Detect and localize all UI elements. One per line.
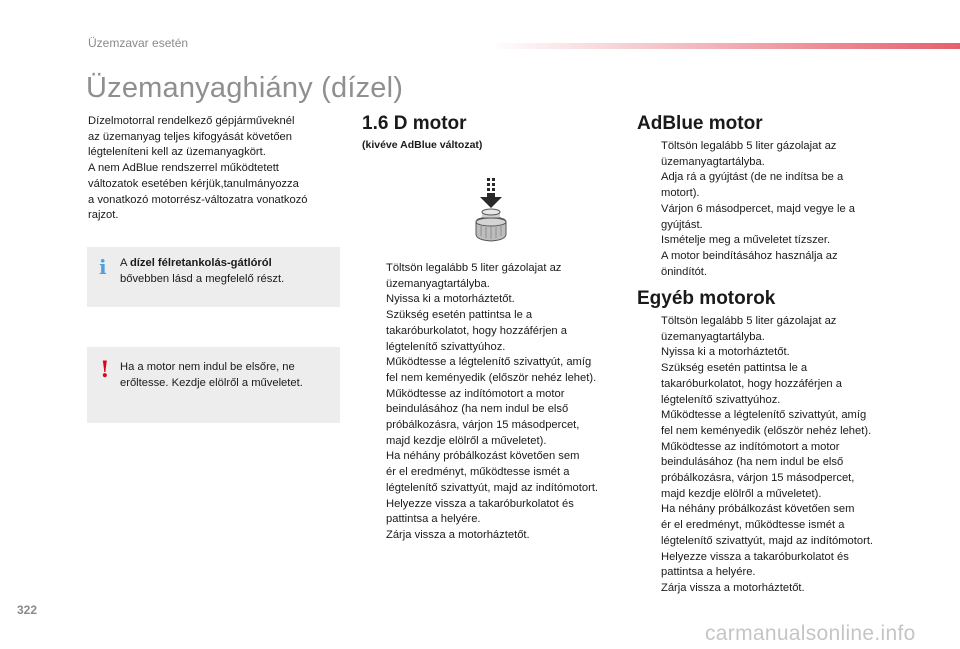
step-line: üzemanyagtartályba. bbox=[661, 155, 765, 168]
step-line: motort). bbox=[661, 187, 700, 200]
step-line: Működtesse a légtelenítő szivattyút, amíg bbox=[386, 356, 592, 369]
motor-16d-subtitle: (kivéve AdBlue változat) bbox=[362, 139, 483, 151]
step-line: fel nem keményedik (először nehéz lehet). bbox=[661, 424, 872, 437]
list-item bbox=[639, 139, 855, 170]
warning-exclamation-icon: ! bbox=[100, 357, 110, 383]
step-line: majd kezdje elölről a műveletet). bbox=[661, 487, 822, 500]
step-line: A motor beindításához használja az bbox=[661, 249, 838, 262]
list-item bbox=[364, 308, 598, 355]
step-line: pattintsa a helyére. bbox=[386, 513, 481, 526]
page-number: 322 bbox=[17, 603, 38, 617]
list-item bbox=[639, 233, 855, 249]
step-line: üzemanyagtartályba. bbox=[661, 330, 765, 343]
step-line: fel nem keményedik (először nehéz lehet). bbox=[386, 371, 597, 384]
intro-paragraph bbox=[88, 114, 338, 224]
warning-note-text bbox=[120, 360, 335, 391]
header-accent-bar bbox=[490, 43, 960, 49]
step-line: takaróburkolatot, hogy hozzáférjen a bbox=[386, 324, 567, 337]
step-line: üzemanyagtartályba. bbox=[386, 277, 490, 290]
step-line: Várjon 6 másodpercet, majd vegye le a bbox=[661, 202, 856, 215]
step-line: Működtesse az indítómotort a motor bbox=[386, 387, 565, 400]
step-line: takaróburkolatot, hogy hozzáférjen a bbox=[661, 377, 842, 390]
step-line: Zárja vissza a motorháztetőt. bbox=[386, 528, 530, 541]
step-line: Ha néhány próbálkozást követően sem bbox=[661, 503, 855, 516]
other-motors-steps bbox=[639, 314, 873, 597]
intro-line: az üzemanyag teljes kifogyását követően bbox=[88, 130, 292, 143]
step-line: majd kezdje elölről a műveletet). bbox=[386, 434, 547, 447]
step-line: Működtesse a légtelenítő szivattyút, amíg bbox=[661, 409, 867, 422]
step-line: Töltsön legalább 5 liter gázolajat az bbox=[386, 262, 562, 274]
list-item bbox=[639, 345, 873, 361]
intro-line: rajzot. bbox=[88, 209, 119, 222]
page-title: Üzemanyaghiány (dízel) bbox=[86, 72, 404, 104]
other-motors-title: Egyéb motorok bbox=[637, 288, 776, 309]
list-item bbox=[364, 449, 598, 496]
list-item bbox=[639, 502, 873, 549]
step-line: Helyezze vissza a takaróburkolatot és bbox=[386, 497, 574, 510]
list-item bbox=[639, 202, 855, 233]
intro-line: A nem AdBlue rendszerrel működtetett bbox=[88, 162, 279, 175]
step-line: Ismételje meg a műveletet tízszer. bbox=[661, 234, 831, 247]
adblue-motor-steps bbox=[639, 139, 855, 280]
list-item bbox=[364, 528, 598, 544]
step-line: pattintsa a helyére. bbox=[661, 566, 756, 579]
list-item bbox=[639, 440, 873, 503]
step-line: légtelenítő szivattyúhoz. bbox=[661, 393, 781, 406]
step-line: ér el eredményt, működtesse ismét a bbox=[386, 466, 570, 479]
step-line: beindulásához (ha nem indul be első bbox=[661, 456, 844, 469]
intro-line: a vonatkozó motorrész-változatra vonatkozó bbox=[88, 193, 308, 206]
adblue-motor-title: AdBlue motor bbox=[637, 113, 763, 134]
step-line: Zárja vissza a motorháztetőt. bbox=[661, 581, 805, 594]
list-item bbox=[639, 550, 873, 581]
section-title: Üzemzavar esetén bbox=[88, 36, 189, 50]
step-line: Szükség esetén pattintsa le a bbox=[661, 362, 808, 375]
fuel-primer-pump-icon bbox=[468, 176, 514, 246]
warning-line: Ha a motor nem indul be elsőre, ne bbox=[120, 361, 295, 373]
step-line: Adja rá a gyújtást (de ne indítsa be a bbox=[661, 171, 844, 184]
step-line: önindítót. bbox=[661, 265, 708, 278]
step-line: Töltsön legalább 5 liter gázolajat az bbox=[661, 140, 837, 152]
watermark: carmanualsonline.info bbox=[705, 622, 916, 645]
warning-line: erőltesse. Kezdje elölről a műveletet. bbox=[120, 376, 303, 389]
list-item bbox=[364, 355, 598, 386]
warning-note-box bbox=[87, 347, 340, 423]
info-icon: i bbox=[99, 255, 107, 279]
step-line: Nyissa ki a motorháztetőt. bbox=[386, 293, 515, 306]
list-item bbox=[364, 292, 598, 308]
step-line: Szükség esetén pattintsa le a bbox=[386, 309, 533, 322]
info-note-text bbox=[120, 256, 335, 287]
intro-line: légteleníteni kell az üzemanyagkört. bbox=[88, 146, 266, 159]
step-line: légtelenítő szivattyúhoz. bbox=[386, 340, 506, 353]
step-line: próbálkozásra, várjon 15 másodpercet, bbox=[661, 472, 855, 485]
step-line: ér el eredményt, működtesse ismét a bbox=[661, 519, 845, 532]
step-line: légtelenítő szivattyút, majd az indítómotort. bbox=[661, 534, 874, 547]
motor-16d-title: 1.6 D motor bbox=[362, 113, 467, 134]
step-line: Ha néhány próbálkozást követően sem bbox=[386, 450, 580, 463]
step-line: Helyezze vissza a takaróburkolatot és bbox=[661, 550, 849, 563]
intro-line: Dízelmotorral rendelkező gépjárműveknél bbox=[88, 115, 295, 127]
info-note-box bbox=[87, 247, 340, 307]
list-item bbox=[639, 581, 873, 597]
list-item bbox=[639, 408, 873, 439]
step-line: Nyissa ki a motorháztetőt. bbox=[661, 346, 790, 359]
step-line: Töltsön legalább 5 liter gázolajat az bbox=[661, 315, 837, 327]
list-item bbox=[639, 361, 873, 408]
list-item bbox=[639, 314, 873, 345]
step-line: légtelenítő szivattyút, majd az indítómotort. bbox=[386, 481, 599, 494]
list-item bbox=[364, 261, 598, 292]
info-note-prefix: A bbox=[120, 257, 130, 269]
info-note-bold: dízel félretankolás-gátlóról bbox=[129, 257, 272, 269]
list-item bbox=[639, 170, 855, 201]
step-line: Működtesse az indítómotort a motor bbox=[661, 440, 840, 453]
step-line: beindulásához (ha nem indul be első bbox=[386, 403, 569, 416]
motor-16d-steps bbox=[364, 261, 598, 544]
intro-line: változatok esetében kérjük,tanulmányozza bbox=[88, 177, 299, 190]
step-line: próbálkozásra, várjon 15 másodpercet, bbox=[386, 419, 580, 432]
list-item bbox=[364, 497, 598, 528]
list-item bbox=[639, 249, 855, 280]
info-note-rest: bővebben lásd a megfelelő részt. bbox=[120, 272, 285, 285]
list-item bbox=[364, 387, 598, 450]
step-line: gyújtást. bbox=[661, 218, 703, 231]
